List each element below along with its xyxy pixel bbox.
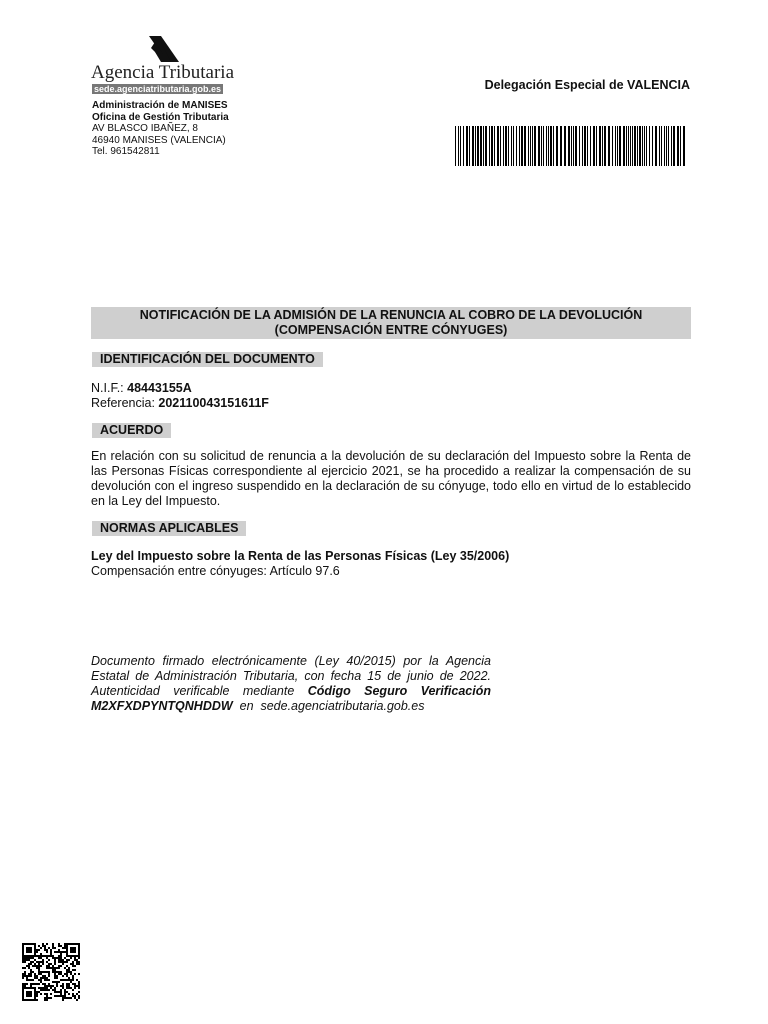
office-line-2: Oficina de Gestión Tributaria bbox=[92, 111, 229, 123]
title-line-1: NOTIFICACIÓN DE LA ADMISIÓN DE LA RENUNCIA AL COBRO DE LA DEVOLUCIÓN bbox=[139, 308, 643, 322]
identificacion-block bbox=[91, 381, 691, 411]
office-line-4: 46940 MANISES (VALENCIA) bbox=[92, 134, 226, 146]
agency-name: Agencia Tributaria bbox=[91, 62, 235, 83]
acuerdo-text: En relación con su solicitud de renuncia a la devolución de su declaración del Impuesto sobre la Renta de las Personas Físicas correspondiente al ejercicio 2021, se ha procedido a realizar la compensación de su devolución con el ingreso suspendido en la declaración de su cónyuge, todo ello en virtud de lo establecido en la Ley del Impuesto. bbox=[91, 449, 691, 508]
section-normas-heading: NORMAS APLICABLES bbox=[92, 521, 246, 536]
ley-title: Ley del Impuesto sobre la Renta de las Personas Físicas (Ley 35/2006) bbox=[91, 549, 510, 563]
office-line-1: Administración de MANISES bbox=[92, 100, 228, 111]
signature-text-1: Documento firmado electrónicamente (Ley 40/2015) por la Agencia Estatal de Administración Tributaria, con fecha 15 de junio de 2022. Autenticidad verificable mediante bbox=[91, 654, 491, 698]
sede-url: sede.agenciatributaria.gob.es bbox=[260, 699, 425, 713]
nif-label: N.I.F.: bbox=[91, 381, 128, 395]
signature-text-2: en bbox=[232, 699, 261, 713]
ref-label: Referencia: bbox=[91, 396, 159, 410]
normas-block bbox=[91, 549, 691, 579]
office-address bbox=[92, 100, 229, 158]
nif-row bbox=[91, 381, 691, 396]
articulo-text: Compensación entre cónyuges: Artículo 97.6 bbox=[91, 564, 340, 578]
referencia-row bbox=[91, 396, 691, 411]
signature-note bbox=[91, 654, 491, 714]
nif-value: 48443155A bbox=[127, 381, 192, 395]
office-line-5: Tel. 961542811 bbox=[92, 146, 160, 157]
csv-code: Código Seguro Verificación M2XFXDPYNTQNHDDW bbox=[91, 684, 491, 713]
qr-code bbox=[22, 943, 80, 1001]
delegacion-title: Delegación Especial de VALENCIA bbox=[484, 78, 690, 92]
document-title bbox=[91, 307, 691, 339]
office-line-3: AV BLASCO IBAÑEZ, 8 bbox=[92, 123, 198, 134]
ref-value: 202110043151611F bbox=[158, 396, 269, 410]
section-acuerdo-heading: ACUERDO bbox=[92, 423, 171, 438]
title-line-2: (COMPENSACIÓN ENTRE CÓNYUGES) bbox=[274, 323, 508, 337]
agency-emblem-icon bbox=[91, 32, 251, 66]
agency-url: sede.agenciatributaria.gob.es bbox=[94, 84, 222, 94]
barcode bbox=[455, 126, 685, 166]
section-identificacion-heading: IDENTIFICACIÓN DEL DOCUMENTO bbox=[92, 352, 323, 367]
